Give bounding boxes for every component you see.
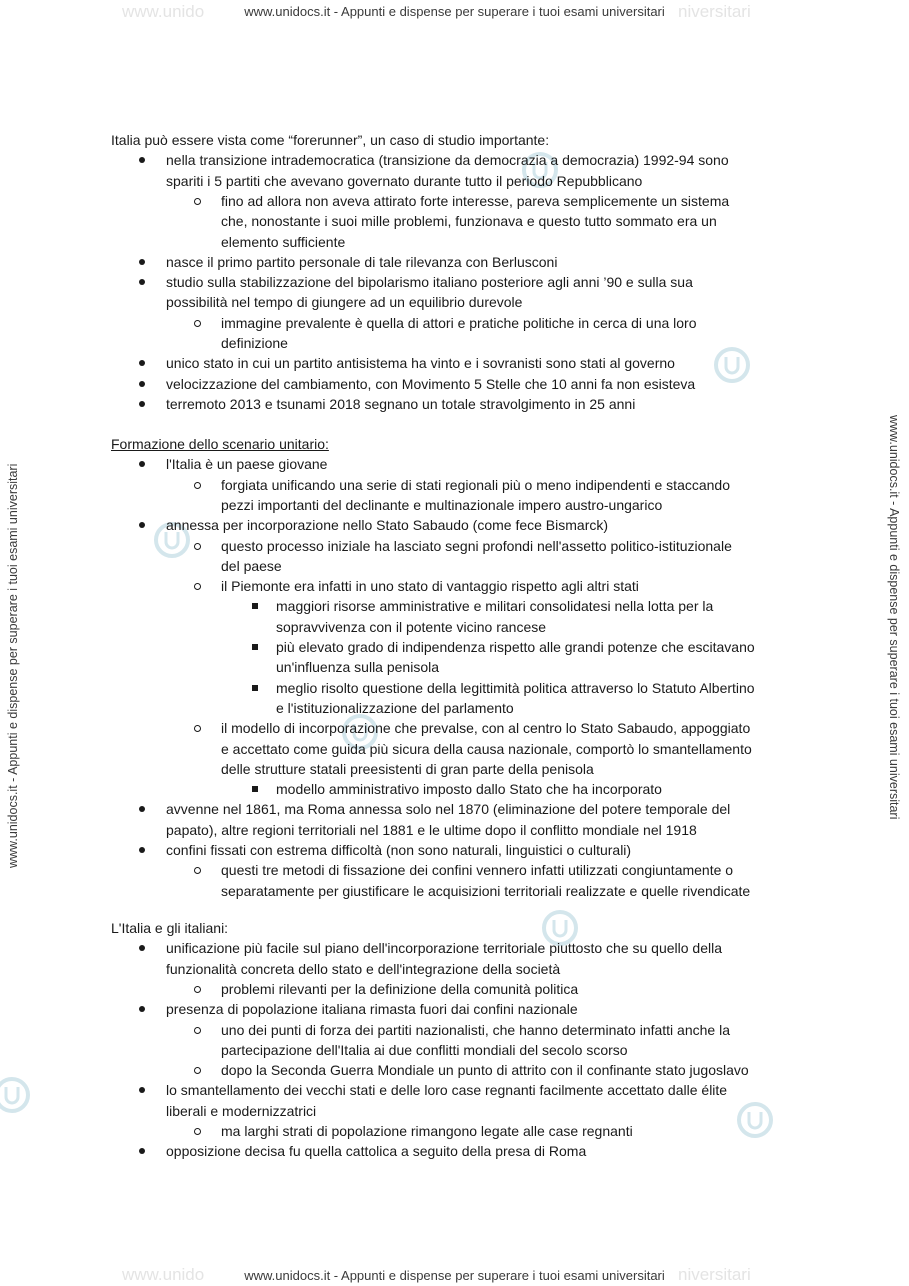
watermark-banner-right: www.unidocs.it - Appunti e dispense per superare i tuoi esami universitari xyxy=(887,415,901,820)
list-item-text: studio sulla stabilizzazione del bipolarismo italiano posteriore agli anni ’90 e sulla sua xyxy=(166,274,693,291)
list-item-text: questo processo iniziale ha lasciato segni profondi nell'assetto politico-istituzionale xyxy=(221,537,732,554)
watermark-ghost-top-right: niversitari xyxy=(678,2,751,21)
bullet-filled-icon xyxy=(139,157,145,163)
list-item-text: elemento sufficiente xyxy=(221,233,346,250)
list-item-text: terremoto 2013 e tsunami 2018 segnano un totale stravolgimento in 25 anni xyxy=(166,395,636,412)
list-item-text: il Piemonte era infatti in uno stato di vantaggio rispetto agli altri stati xyxy=(221,578,639,595)
list-item-text: che, nonostante i suoi mille problemi, funzionava e questo tutto sommato era un xyxy=(221,213,717,230)
list-item-text: opposizione decisa fu quella cattolica a seguito della presa di Roma xyxy=(166,1143,587,1160)
list-item-text: ma larghi strati di popolazione rimangono legate alle case regnanti xyxy=(221,1123,633,1139)
list-item-text: meglio risolto questione della legittimità politica attraverso lo Statuto Albertino xyxy=(276,679,755,696)
list-item-text: velocizzazione del cambiamento, con Movimento 5 Stelle che 10 anni fa non esisteva xyxy=(166,375,696,392)
bullet-hollow-icon xyxy=(194,867,201,874)
watermark-ghost-top-left: www.unido xyxy=(122,2,205,21)
list-item-text: possibilità nel tempo di giungere ad un equilibrio durevole xyxy=(166,294,523,311)
list-item-text: uno dei punti di forza dei partiti nazionalisti, che hanno determinato infatti anche la xyxy=(221,1021,730,1038)
list-item-text: e accettato come guida più sicura della causa nazionale, comportò lo smantellamento xyxy=(221,740,752,757)
bullet-filled-icon xyxy=(139,945,145,951)
bullet-filled-icon xyxy=(139,847,145,853)
list-item-text: avvenne nel 1861, ma Roma annessa solo nel 1870 (eliminazione del potere temporale del xyxy=(166,801,731,818)
list-item-text: più elevato grado di indipendenza rispetto alle grandi potenze che escitavano xyxy=(276,639,755,655)
bullet-hollow-icon xyxy=(194,583,201,590)
list-item-text: presenza di popolazione italiana rimasta fuori dai confini nazionale xyxy=(166,1001,578,1018)
bullet-square-icon xyxy=(252,603,258,609)
bullet-filled-icon xyxy=(139,806,145,812)
list-item-text: maggiori risorse amministrative e militari consolidatesi nella lotta per la xyxy=(276,598,714,615)
bullet-filled-icon xyxy=(139,381,145,387)
section-heading: L'Italia e gli italiani: xyxy=(111,920,229,936)
list-item-text: questi tre metodi di fissazione dei confini vennero infatti utilizzati congiuntamente o xyxy=(221,862,734,879)
list-item-text: definizione xyxy=(221,335,288,351)
bullet-hollow-icon xyxy=(194,1067,201,1074)
list-item-text: funzionalità concreta dello stato e dell'integrazione della società xyxy=(166,960,561,977)
bullet-filled-icon xyxy=(139,522,145,528)
list-item-text: nasce il primo partito personale di tale rilevanza con Berlusconi xyxy=(166,253,558,270)
bullet-filled-icon xyxy=(139,401,145,407)
bullet-filled-icon xyxy=(139,279,145,285)
bullet-filled-icon xyxy=(139,1006,145,1012)
bullet-filled-icon xyxy=(139,259,145,265)
bullet-hollow-icon xyxy=(194,320,201,327)
bullet-hollow-icon xyxy=(194,1128,201,1135)
list-item-text: delle strutture statali preesistenti di gran parte della penisola xyxy=(221,760,594,777)
list-item-text: l'Italia è un paese giovane xyxy=(166,456,328,473)
list-item-text: nella transizione intrademocratica (transizione da democrazia a democrazia) 1992-94 sono xyxy=(166,152,729,169)
list-item-text: liberali e modernizzatrici xyxy=(166,1102,317,1119)
list-item-text: fino ad allora non aveva attirato forte interesse, pareva semplicemente un sistema xyxy=(221,192,730,209)
bullet-filled-icon xyxy=(139,461,145,467)
watermark-banner-left: www.unidocs.it - Appunti e dispense per superare i tuoi esami universitari xyxy=(6,463,20,868)
bullet-filled-icon xyxy=(139,1148,145,1154)
list-item-text: modello amministrativo imposto dallo Stato che ha incorporato xyxy=(276,781,662,798)
list-item-text: il modello di incorporazione che prevalse, con al centro lo Stato Sabaudo, appoggiato xyxy=(221,720,751,737)
list-item-text: problemi rilevanti per la definizione della comunità politica xyxy=(221,980,579,997)
list-item-text: lo smantellamento dei vecchi stati e delle loro case regnanti facilmente accettato dalle élite xyxy=(166,1082,728,1099)
list-item-text: partecipazione dell'Italia ai due conflitti mondiali del secolo scorso xyxy=(221,1041,628,1058)
bullet-hollow-icon xyxy=(194,543,201,550)
list-item-text: un'influenza sulla penisola xyxy=(276,659,440,676)
watermark-ghost-bottom-right: niversitari xyxy=(678,1265,751,1284)
list-item-text: dopo la Seconda Guerra Mondiale un punto di attrito con il confinante stato jugoslavo xyxy=(221,1062,749,1079)
bullet-square-icon xyxy=(252,786,258,792)
bullet-filled-icon xyxy=(139,360,145,366)
watermark-ghost-bottom-left: www.unido xyxy=(122,1265,205,1284)
list-item-text: unificazione più facile sul piano dell'incorporazione territoriale piuttosto che su quello della xyxy=(166,940,723,957)
bullet-hollow-icon xyxy=(194,482,201,489)
bullet-filled-icon xyxy=(139,1087,145,1093)
list-item-text: e l'istituzionalizzazione del parlamento xyxy=(276,699,514,716)
bullet-hollow-icon xyxy=(194,986,201,993)
list-item-text: annessa per incorporazione nello Stato Sabaudo (come fece Bismarck) xyxy=(166,517,609,534)
list-item-text: del paese xyxy=(221,557,282,574)
list-item-text: papato), altre regioni territoriali nel 1881 e le ultime dopo il conflitto mondiale nel 1918 xyxy=(166,821,697,838)
bullet-square-icon xyxy=(252,644,258,650)
list-item-text: separatamente per giustificare le acquisizioni territoriali realizzate e quelle rivendicate xyxy=(221,882,751,899)
list-item-text: unico stato in cui un partito antisistema ha vinto e i sovranisti sono stati al governo xyxy=(166,355,675,372)
section-heading: Italia può essere vista come “forerunner”, un caso di studio importante: xyxy=(111,132,550,148)
bullet-hollow-icon xyxy=(194,725,201,732)
bullet-hollow-icon xyxy=(194,1027,201,1034)
list-item-text: confini fissati con estrema difficoltà (non sono naturali, linguistici o culturali) xyxy=(166,842,632,858)
list-item-text: immagine prevalente è quella di attori e pratiche politiche in cerca di una loro xyxy=(221,314,697,331)
bullet-square-icon xyxy=(252,685,258,691)
watermark-banner-bottom: www.unidocs.it - Appunti e dispense per superare i tuoi esami universitari xyxy=(244,1268,665,1283)
section-heading: Formazione dello scenario unitario: xyxy=(111,436,329,452)
watermark-banner-top: www.unidocs.it - Appunti e dispense per superare i tuoi esami universitari xyxy=(244,4,665,19)
list-item-text: forgiata unificando una serie di stati regionali più o meno indipendenti e staccando xyxy=(221,476,731,493)
list-item-text: sopravvivenza con il potente vicino rancese xyxy=(276,618,547,635)
list-item-text: spariti i 5 partiti che avevano governato durante tutto il periodo Repubblicano xyxy=(166,172,643,189)
list-item-text: pezzi importanti del declinante e multinazionale impero austro-ungarico xyxy=(221,496,663,513)
bullet-hollow-icon xyxy=(194,198,201,205)
